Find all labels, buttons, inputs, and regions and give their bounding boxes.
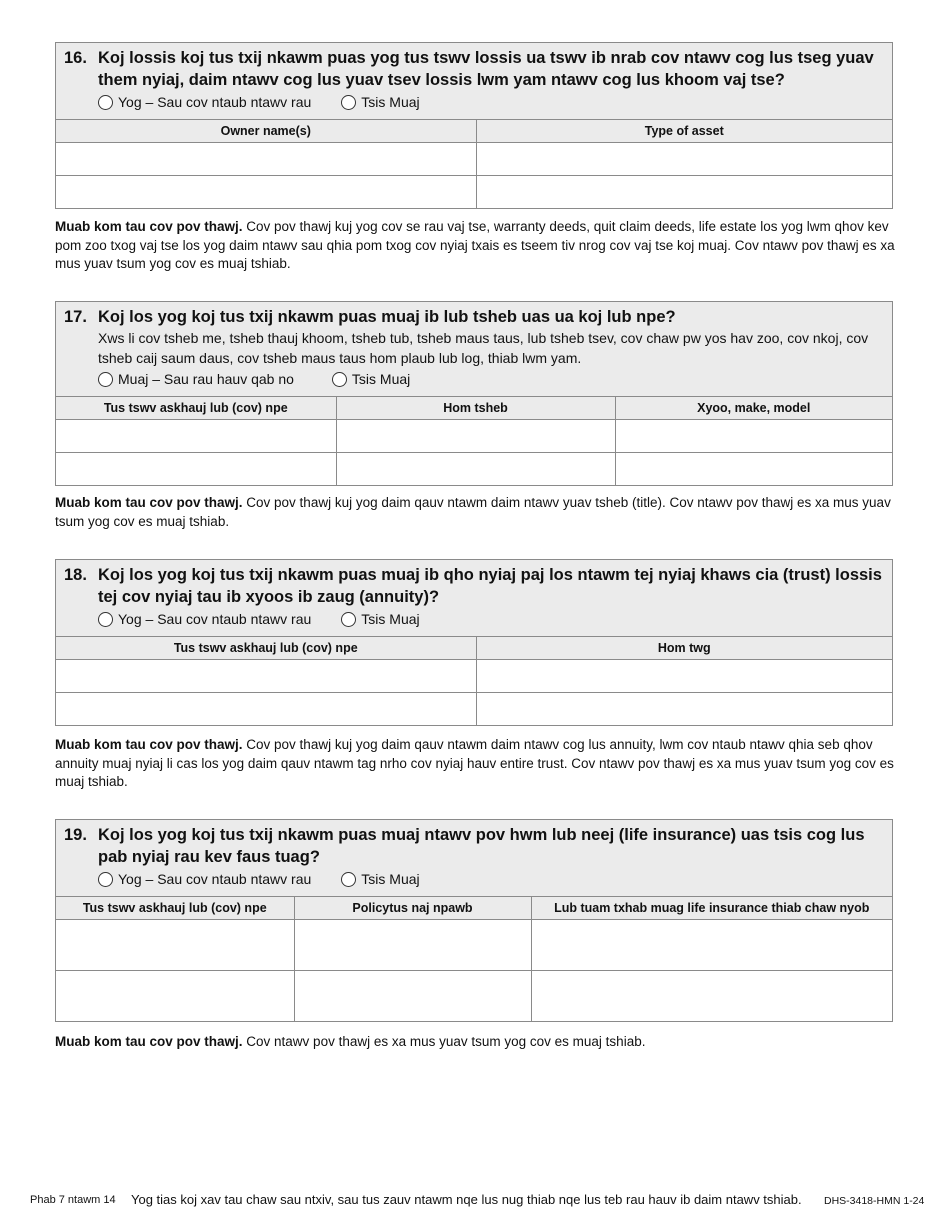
table-cell[interactable] — [56, 920, 294, 971]
table-cell[interactable] — [56, 971, 294, 1021]
option-yes[interactable]: Yog – Sau cov ntaub ntawv rau — [98, 611, 311, 627]
note-19: Muab kom tau cov pov thawj. Cov ntawv pov thawj es xa mus yuav tsum yog cov es muaj tshiab. — [55, 1034, 646, 1049]
question-18-table — [56, 636, 892, 725]
option-no[interactable]: Tsis Muaj — [341, 871, 419, 887]
question-number: 19. — [64, 826, 87, 844]
table-cell[interactable] — [56, 143, 476, 176]
table-cell[interactable] — [294, 920, 531, 971]
table-cell[interactable] — [56, 453, 336, 485]
question-number: 17. — [64, 308, 87, 326]
question-16-table — [56, 119, 892, 208]
table-cell[interactable] — [56, 420, 336, 453]
question-19-table — [56, 896, 892, 1021]
column-header: Tus tswv askhauj lub (cov) npe — [56, 897, 294, 920]
question-text: Koj los yog koj tus txij nkawm puas muaj ib lub tsheb uas ua koj lub npe? — [98, 308, 676, 326]
radio-button[interactable] — [98, 372, 113, 387]
question-17 — [55, 301, 893, 486]
question-17-header — [56, 302, 892, 396]
question-number: 18. — [64, 566, 87, 584]
question-16 — [55, 42, 893, 209]
option-no[interactable]: Tsis Muaj — [341, 94, 419, 110]
note-17: Muab kom tau cov pov thawj. Cov pov thawj kuj yog daim qauv ntawm daim ntawv yuav tsheb (title). Cov ntawv pov thawj es xa mus yuav tsum yog cov es muaj tshiab. — [55, 495, 891, 529]
footer-page-number: Phab 7 ntawm 14 — [30, 1194, 116, 1206]
radio-button[interactable] — [341, 872, 356, 887]
table-cell[interactable] — [56, 693, 476, 725]
note-18: Muab kom tau cov pov thawj. Cov pov thawj kuj yog daim qauv ntawm daim ntawv cog lus annuity, lwm cov ntaub ntawv qhia seb qhov annuity muaj nyiaj li cas los yog daim qauv ntawm tag nrho cov nyiaj hauv entire trust. Cov ntawv pov thawj es xa mus yuav tsum yog cov es muaj tshiab. — [55, 737, 894, 789]
table-cell[interactable] — [476, 143, 892, 176]
footer-instruction: Yog tias koj xav tau chaw sau ntxiv, sau tus zauv ntawm nqe lus nug thiab nqe lus teb rau hauv ib daim ntawv tshiab. — [131, 1192, 802, 1207]
column-header: Hom twg — [476, 637, 892, 660]
table-cell[interactable] — [294, 971, 531, 1021]
option-yes[interactable]: Muaj – Sau rau hauv qab no — [98, 371, 294, 387]
table-cell[interactable] — [615, 453, 892, 485]
radio-button[interactable] — [98, 612, 113, 627]
question-text: Koj lossis koj tus txij nkawm puas yog tus tswv lossis ua tswv ib nrab cov ntawv cog lus tseg yuav them nyiaj, daim ntawv cog lus yuav tsev lossis lwm yam ntawv cog lus khoom vaj tse? — [98, 49, 874, 89]
table-cell[interactable] — [56, 176, 476, 208]
question-17-table — [56, 396, 892, 485]
question-text: Koj los yog koj tus txij nkawm puas muaj ntawv pov hwm lub neej (life insurance) uas tsis cog lus pab nyiaj rau kev faus tuag? — [98, 826, 865, 866]
question-16-header — [56, 43, 892, 119]
question-number: 16. — [64, 49, 87, 67]
column-header: Tus tswv askhauj lub (cov) npe — [56, 637, 476, 660]
table-cell[interactable] — [615, 420, 892, 453]
column-header: Type of asset — [476, 120, 892, 143]
table-cell[interactable] — [336, 420, 615, 453]
column-header: Tus tswv askhauj lub (cov) npe — [56, 397, 336, 420]
question-text: Koj los yog koj tus txij nkawm puas muaj ib qho nyiaj paj los ntawm tej nyiaj khaws cia (trust) lossis tej cov nyiaj tau ib xyoos ib zaug (annuity)? — [98, 566, 882, 606]
radio-button[interactable] — [341, 612, 356, 627]
question-19-header — [56, 820, 892, 896]
table-cell[interactable] — [476, 693, 892, 725]
footer-form-id: DHS-3418-HMN 1-24 — [824, 1195, 925, 1207]
radio-button[interactable] — [98, 872, 113, 887]
question-18-header — [56, 560, 892, 636]
radio-button[interactable] — [332, 372, 347, 387]
column-header: Policytus naj npawb — [294, 897, 531, 920]
option-yes[interactable]: Yog – Sau cov ntaub ntawv rau — [98, 871, 311, 887]
table-cell[interactable] — [531, 971, 892, 1021]
question-18 — [55, 559, 893, 726]
table-cell[interactable] — [476, 660, 892, 693]
table-cell[interactable] — [56, 660, 476, 693]
note-16: Muab kom tau cov pov thawj. Cov pov thawj kuj yog cov se rau vaj tse, warranty deeds, quit claim deeds, life estate los yog lwm qhov kev pom zoo txog vaj tse los yog daim ntawv sau qhia pom txog cov nyiaj txais es tseem tiv nrog cov vaj tse koj muaj. Cov ntawv pov thawj es xa mus yuav tsum yog cov es muaj tshiab. — [55, 219, 895, 271]
table-cell[interactable] — [476, 176, 892, 208]
question-subtitle: Xws li cov tsheb me, tsheb thauj khoom, tsheb tub, tsheb maus taus, lub tsheb tsev, cov chaw pw yos hav zoo, cov nkoj, cov tsheb caij saum daus, cov tsheb maus taus hom plaub lub log, thiab lwm yam. — [98, 330, 869, 366]
table-cell[interactable] — [531, 920, 892, 971]
column-header: Xyoo, make, model — [615, 397, 892, 420]
radio-button[interactable] — [341, 95, 356, 110]
option-yes[interactable]: Yog – Sau cov ntaub ntawv rau — [98, 94, 311, 110]
table-cell[interactable] — [336, 453, 615, 485]
column-header: Lub tuam txhab muag life insurance thiab chaw nyob — [531, 897, 892, 920]
column-header: Owner name(s) — [56, 120, 476, 143]
radio-button[interactable] — [98, 95, 113, 110]
option-no[interactable]: Tsis Muaj — [332, 371, 410, 387]
question-19 — [55, 819, 893, 1022]
column-header: Hom tsheb — [336, 397, 615, 420]
option-no[interactable]: Tsis Muaj — [341, 611, 419, 627]
